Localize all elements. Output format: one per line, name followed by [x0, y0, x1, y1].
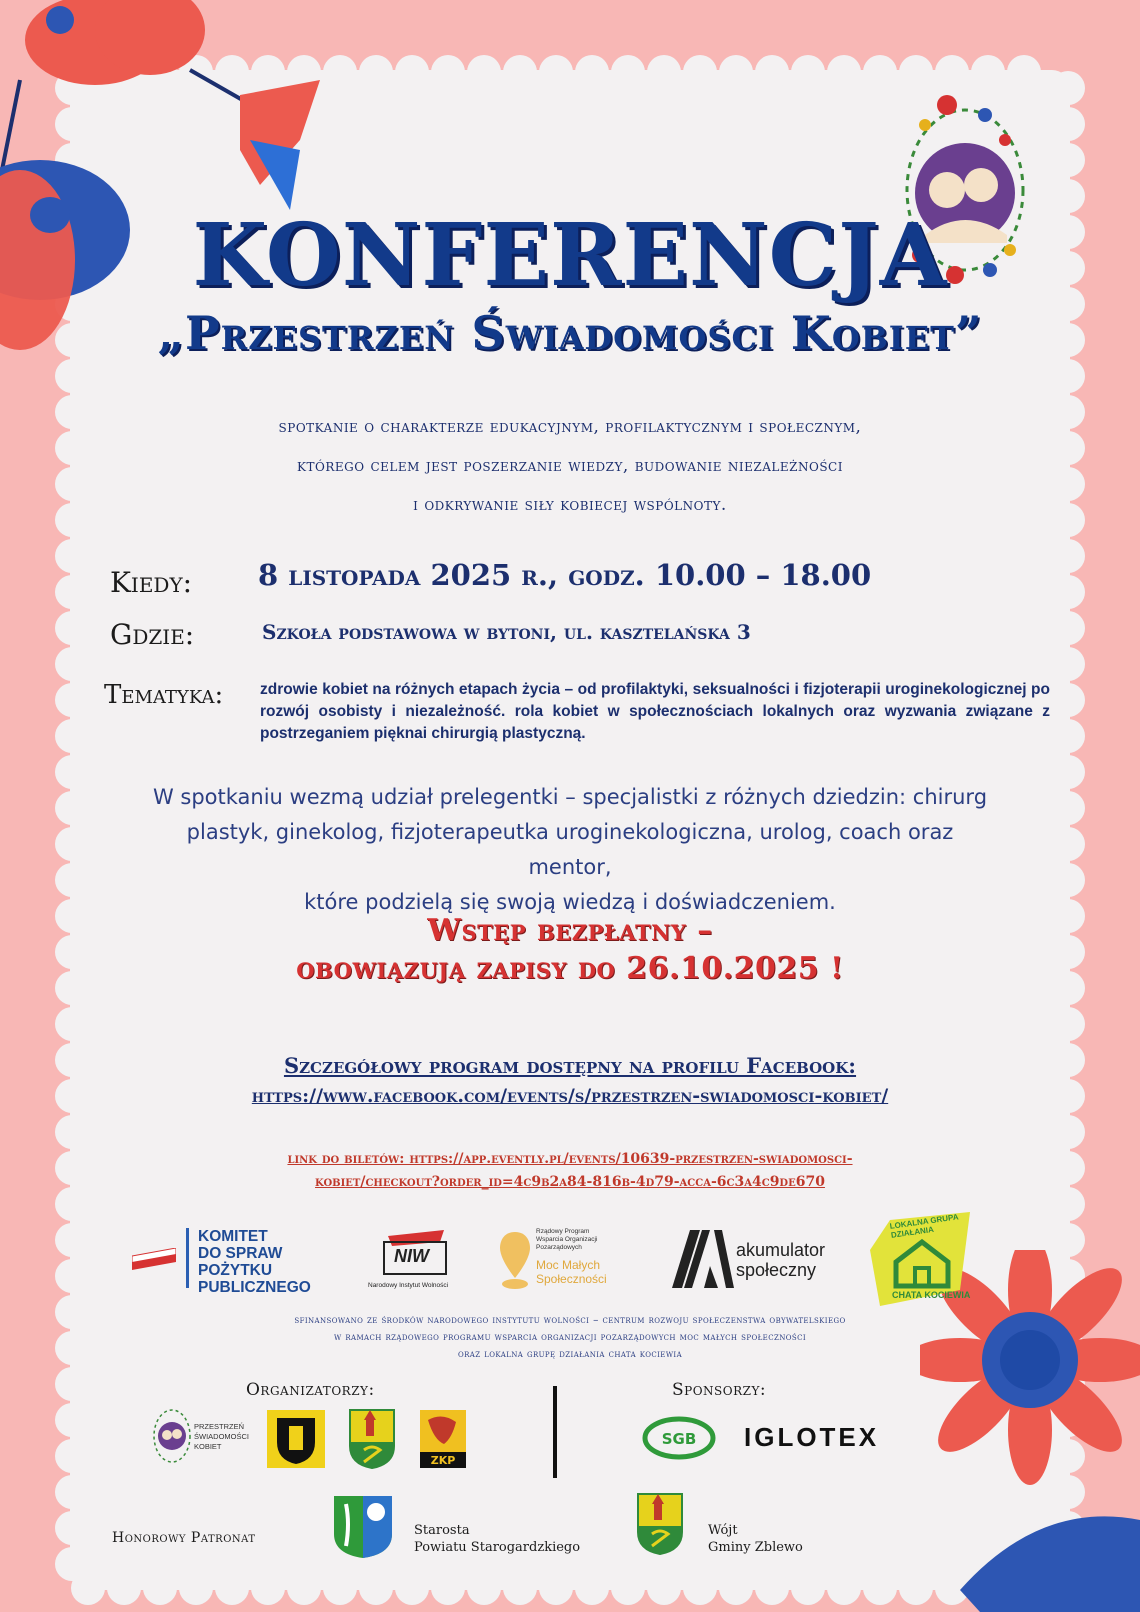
- sgb-logo-icon: [642, 1416, 716, 1460]
- ticket-link-line: kobiet/checkout?order_id=4c9b2a84-816b-4d79-acca-6c3a4c9de670: [315, 1174, 825, 1190]
- free-entry-line: Wstęp bezpłatny –: [427, 913, 713, 948]
- komitet-line: PUBLICZNEGO: [198, 1279, 311, 1296]
- when-value: 8 listopada 2025 r., godz. 10.00 – 18.00: [258, 558, 872, 592]
- sponsors-label: Sponsorzy:: [672, 1380, 767, 1400]
- ticket-link-line: link do biletów: https://app.evently.pl/events/10639-przestrzen-swiadomosci-: [287, 1151, 853, 1167]
- zkp-text: ZKP: [430, 1454, 456, 1467]
- starosta-text: [414, 1522, 580, 1556]
- funding-line: sfinansowano ze środków narodowego instytutu wolności – centrum rozwoju społeczenstwa obywatelskiego: [294, 1314, 846, 1326]
- wojt-line: Gminy Zblewo: [708, 1540, 803, 1555]
- chata-caption: CHATA KOCIEWIA: [892, 1290, 971, 1300]
- speakers-text: [150, 780, 990, 920]
- niw-caption: Narodowy Instytut Wolności: [368, 1282, 449, 1289]
- coat-of-arms-church-icon: [348, 1408, 396, 1470]
- honorary-patronage-label: Honorowy Patronat: [112, 1530, 256, 1546]
- psk-line: ŚWIADOMOŚCI: [194, 1432, 250, 1441]
- poland-flag-icon: [132, 1248, 176, 1272]
- akumulator-stripes-icon: [670, 1228, 736, 1290]
- free-entry-notice: [0, 912, 1140, 988]
- wojt-text: [708, 1522, 803, 1556]
- komitet-logo: [132, 1228, 332, 1298]
- when-label: Kiedy:: [110, 566, 193, 599]
- funding-line: oraz lokalna grupę działania chata kociewia: [457, 1348, 683, 1360]
- topics-label: Tematyka:: [104, 680, 224, 710]
- moc-name-line: Społeczności: [536, 1272, 607, 1286]
- sgb-text: SGB: [661, 1430, 697, 1448]
- facebook-heading: Szczegółowy program dostępny na profilu Facebook:: [283, 1053, 857, 1078]
- lgd-caption: LOKALNA GRUPA DZIAŁANIA: [889, 1212, 959, 1240]
- location-pin-icon: [498, 1230, 532, 1292]
- funding-note: [150, 1312, 990, 1363]
- registration-deadline-line: obowiązują zapisy do 26.10.2025 !: [296, 951, 844, 986]
- moc-name-line: Moc Małych: [536, 1258, 601, 1272]
- speakers-line: które podzielą się swoją wiedzą i doświadczeniem.: [304, 890, 836, 914]
- women-hug-small-icon: [152, 1406, 194, 1466]
- page-title: KONFERENCJA: [192, 205, 948, 306]
- akumulator-line: społeczny: [736, 1260, 817, 1280]
- intro-line: i odkrywanie siły kobiecej wspólnoty.: [413, 495, 727, 515]
- divider: [553, 1386, 557, 1478]
- organizers-label: Organizatorzy:: [246, 1380, 375, 1400]
- where-value: Szkoła podstawowa w bytoni, ul. kasztelańska 3: [262, 620, 751, 644]
- where-label: Gdzie:: [110, 618, 195, 651]
- topics-description: zdrowie kobiet na różnych etapach życia – od profilaktyki, seksualności i fizjoterapii uroginekologicznej po rozwój osobisty i niezależność. rola kobiet w społecznościach lokalnych oraz wyzwania związane z postrzeganiem pięknai chirurgią plastyczną.: [260, 681, 1050, 742]
- moc-caption-line: Wsparcia Organizacji: [536, 1236, 598, 1243]
- speakers-line: plastyk, ginekolog, fizjoterapeutka uroginekologiczna, urolog, coach oraz mentor,: [186, 820, 954, 879]
- chata-kociewia-logo: [860, 1210, 975, 1310]
- moc-malych-logo: [498, 1228, 638, 1298]
- komitet-line: KOMITET: [198, 1228, 268, 1245]
- starosta-line: Starosta: [414, 1523, 470, 1538]
- speakers-line: W spotkaniu wezmą udział prelegentki – specjalistki z różnych dziedzin: chirurg: [152, 785, 988, 809]
- moc-caption-line: Pozarządowych: [536, 1244, 582, 1251]
- ticket-link[interactable]: [150, 1148, 990, 1194]
- intro-line: spotkanie o charakterze edukacyjnym, profilaktycznym i społecznym,: [278, 417, 862, 437]
- facebook-program: [0, 1050, 1140, 1112]
- coat-of-arms-yellow-icon: [267, 1410, 325, 1468]
- akumulator-line: akumulator: [736, 1240, 826, 1260]
- funding-line: w ramach rządowego programu wsparcia organizacji pozarządowych moc małych społeczności: [334, 1331, 806, 1343]
- intro-line: którego celem jest poszerzanie wiedzy, budowanie niezależności: [297, 456, 843, 476]
- starostwo-emblem-icon: [332, 1494, 394, 1560]
- iglotex-logo: IGLOTEX: [744, 1422, 880, 1452]
- wojt-line: Wójt: [708, 1523, 738, 1538]
- intro-text: [140, 408, 1000, 525]
- komitet-line: DO SPRAW: [198, 1245, 283, 1262]
- niw-logo: [368, 1228, 468, 1298]
- moc-caption-line: Rządowy Program: [536, 1228, 590, 1235]
- niw-mark: NIW: [394, 1246, 429, 1266]
- psk-line: PRZESTRZEŃ: [194, 1422, 245, 1431]
- zkp-emblem-icon: [420, 1410, 466, 1468]
- gmina-zblewo-emblem-icon: [636, 1492, 684, 1556]
- akumulator-logo: [670, 1228, 830, 1298]
- organizer-psk-logo: [152, 1406, 250, 1466]
- psk-line: KOBIET: [194, 1442, 222, 1451]
- komitet-line: POŻYTKU: [198, 1262, 273, 1279]
- conference-subtitle: „Przestrzeń Świadomości Kobiet”: [157, 306, 983, 360]
- starosta-line: Powiatu Starogardzkiego: [414, 1540, 581, 1555]
- facebook-link[interactable]: https://www.facebook.com/events/s/przestrzen-swiadomosci-kobiet/: [251, 1085, 889, 1107]
